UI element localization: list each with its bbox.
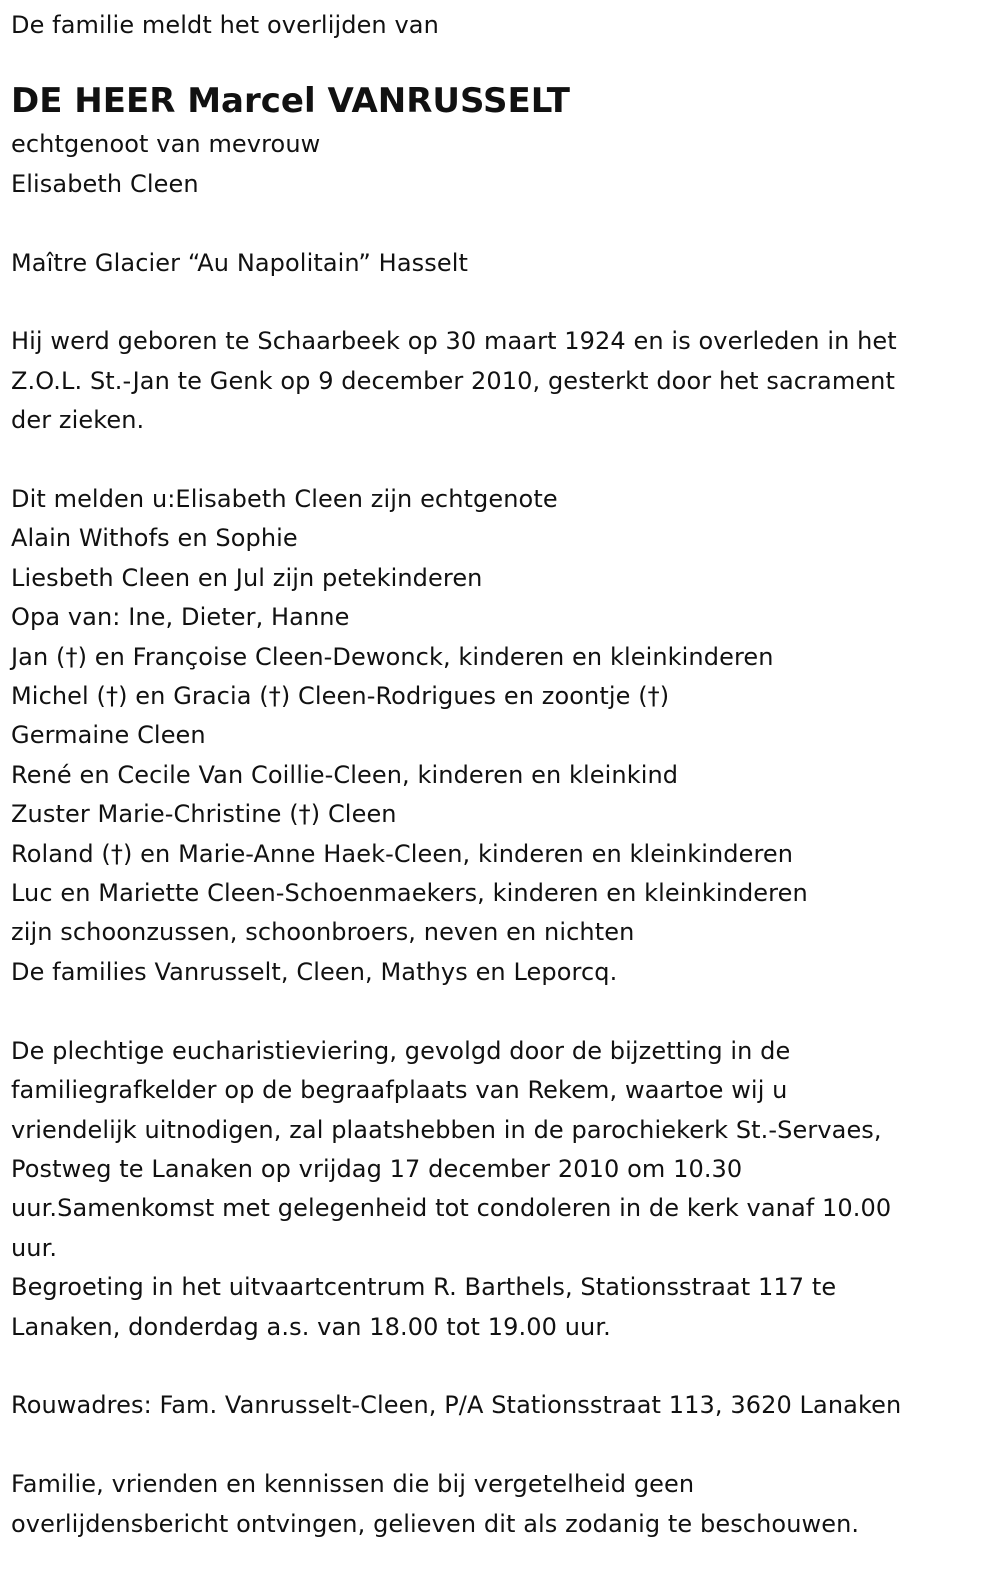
family-line: René en Cecile Van Coillie-Cleen, kinderen en kleinkind: [11, 760, 679, 789]
family-line: Dit melden u:Elisabeth Cleen zijn echtgenote: [11, 485, 558, 514]
closing-paragraph: [11, 1465, 1000, 1544]
spacer: [11, 204, 1000, 243]
mourning-address: Rouwadres: Fam. Vanrusselt-Cleen, P/A Stationsstraat 113, 3620 Lanaken: [11, 1391, 902, 1420]
paragraph-line: uur.: [11, 1233, 58, 1262]
family-line: Liesbeth Cleen en Jul zijn petekinderen: [11, 563, 483, 592]
paragraph-line: Postweg te Lanaken op vrijdag 17 december 2010 om 10.30: [11, 1154, 743, 1183]
spacer: [11, 283, 1000, 322]
birth-death-paragraph: [11, 322, 1000, 440]
paragraph-line: Z.O.L. St.-Jan te Genk op 9 december 2010, gesterkt door het sacrament: [11, 366, 896, 395]
greeting-paragraph: [11, 1268, 1000, 1347]
family-list: [11, 480, 1000, 992]
family-line: Zuster Marie-Christine (†) Cleen: [11, 800, 397, 829]
spacer: [11, 1426, 1000, 1465]
family-line: Alain Withofs en Sophie: [11, 524, 298, 553]
spacer: [11, 992, 1000, 1031]
family-line: zijn schoonzussen, schoonbroers, neven en nichten: [11, 918, 635, 947]
family-line: Germaine Cleen: [11, 721, 206, 750]
paragraph-line: De plechtige eucharistieviering, gevolgd door de bijzetting in de: [11, 1036, 791, 1065]
paragraph-line: overlijdensbericht ontvingen, gelieven dit als zodanig te beschouwen.: [11, 1509, 860, 1538]
ceremony-paragraph: [11, 1032, 1000, 1268]
family-line: De families Vanrusselt, Cleen, Mathys en Leporcq.: [11, 957, 618, 986]
paragraph-line: uur.Samenkomst met gelegenheid tot condoleren in de kerk vanaf 10.00: [11, 1194, 892, 1223]
paragraph-line: Begroeting in het uitvaartcentrum R. Barthels, Stationsstraat 117 te: [11, 1273, 837, 1302]
profession-text: Maître Glacier “Au Napolitain” Hasselt: [11, 248, 468, 277]
family-line: Jan (†) en Françoise Cleen-Dewonck, kinderen en kleinkinderen: [11, 642, 774, 671]
paragraph-line: der zieken.: [11, 406, 145, 435]
intro-text: De familie meldt het overlijden van: [11, 11, 439, 39]
spacer: [11, 1347, 1000, 1386]
paragraph-line: Hij werd geboren te Schaarbeek op 30 maart 1924 en is overleden in het: [11, 327, 897, 356]
family-line: Michel (†) en Gracia (†) Cleen-Rodrigues en zoontje (†): [11, 682, 670, 711]
paragraph-line: familiegrafkelder op de begraafplaats van Rekem, waartoe wij u: [11, 1076, 788, 1105]
paragraph-line: vriendelijk uitnodigen, zal plaatshebben in de parochiekerk St.-Servaes,: [11, 1115, 882, 1144]
family-line: Opa van: Ine, Dieter, Hanne: [11, 603, 350, 632]
family-line: Roland (†) en Marie-Anne Haek-Cleen, kinderen en kleinkinderen: [11, 839, 794, 868]
deceased-name: DE HEER Marcel VANRUSSELT: [11, 81, 570, 122]
family-line: Luc en Mariette Cleen-Schoenmaekers, kinderen en kleinkinderen: [11, 879, 808, 908]
spouse-line-1: echtgenoot van mevrouw: [11, 130, 321, 159]
spouse-line-2: Elisabeth Cleen: [11, 169, 199, 198]
paragraph-line: Lanaken, donderdag a.s. van 18.00 tot 19.00 uur.: [11, 1312, 611, 1341]
paragraph-line: Familie, vrienden en kennissen die bij vergetelheid geen: [11, 1470, 695, 1499]
spacer: [11, 441, 1000, 480]
